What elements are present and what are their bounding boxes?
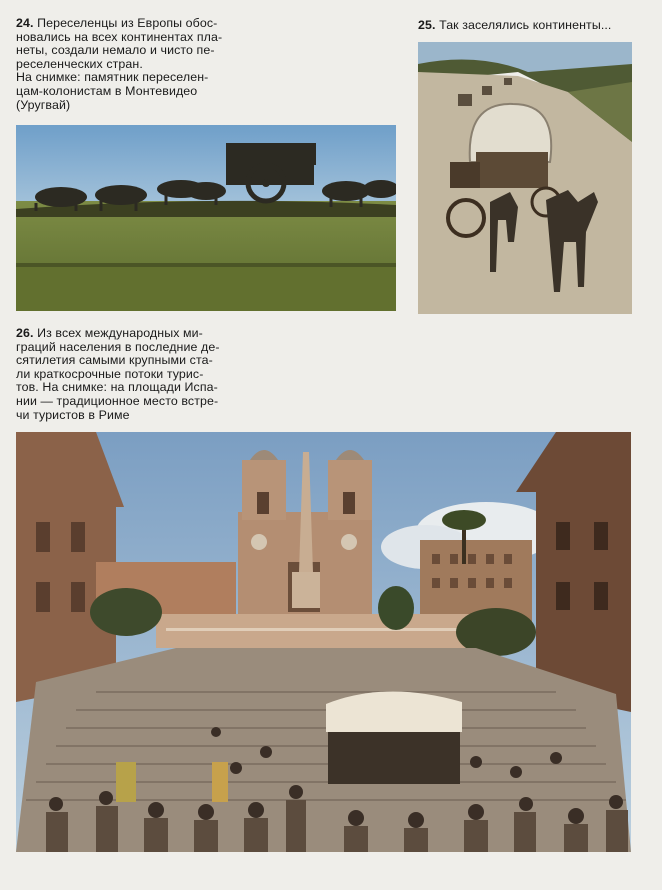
caption-24: [16, 17, 266, 112]
caption-25-number: 25.: [418, 18, 436, 32]
photo-spanish-steps-rome: [16, 432, 631, 852]
photo-settlers-monument: [16, 125, 396, 311]
caption-24-text: Переселенцы из Европы обос- новались на всех континентах пла- неты, создали немало и чисто пе- реселенческих стран. На снимке: памятник переселен- цам-колонистам в Монтевидео (Уругвай): [16, 16, 223, 112]
caption-25: [418, 19, 648, 33]
caption-26-text: Из всех международных ми- граций населения в последние де- сятилетия самыми крупными ста- ли краткосрочные потоки турис- тов. На снимке: на площади Испа- нии — традиционное место встре- чи туристов в Риме: [16, 326, 220, 422]
caption-24-number: 24.: [16, 16, 34, 30]
caption-25-text: Так заселялись континенты...: [439, 18, 612, 32]
caption-26: [16, 327, 256, 422]
photo-covered-wagon: [418, 42, 632, 314]
caption-26-number: 26.: [16, 326, 34, 340]
